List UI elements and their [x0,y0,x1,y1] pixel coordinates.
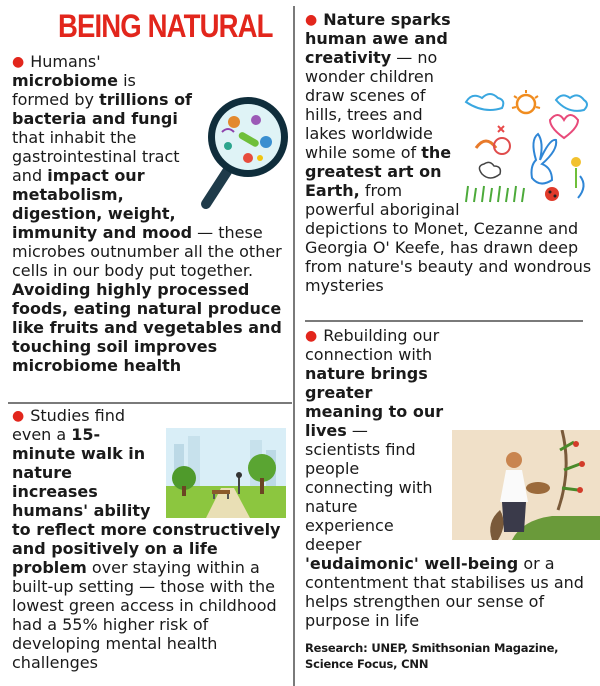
bullet-icon: ● [12,408,25,424]
text: or a contentment that stabilises us and helps strengthen our sense of purpose in life [305,554,584,630]
text: is formed by [12,71,136,109]
section-microbiome [12,52,284,375]
bold-text: trillions of bacteria and fungi [12,90,193,128]
bold-text: impact our metabolism, digestion, weight, immunity and mood [12,166,193,242]
source-line: Science Focus, CNN [305,657,429,671]
text: Rebuilding our connection with [305,326,440,364]
bullet-icon: ● [12,54,25,70]
magnifier-microbes-icon [198,92,290,212]
text: — no wonder children draw scenes of hills, trees and lakes worldwide while some of [305,48,438,162]
section-awe-creativity [305,10,592,295]
bold-text: Nature sparks human awe and creativity [305,10,451,67]
childrens-drawings-illustration [462,90,598,218]
section-walk-in-nature [12,406,284,672]
text: Studies find even a [12,406,126,444]
text: that inhabit the gastrointestinal tract and [12,128,180,185]
bold-text: nature brings greater meaning to our lives [305,364,444,440]
woman-gardening-illustration [452,430,600,540]
text: Humans' [30,52,101,71]
bold-text: the greatest art on Earth, [305,143,452,200]
source-line: Research: UNEP, Smithsonian Magazine, [305,641,559,655]
text: over staying within a built-up setting — those with the lowest green access in childhood had a 55% higher risk of developing mental health challenges [12,558,277,672]
section-meaning [305,326,592,630]
text: — scientists find people connecting with nature experience deeper [305,421,433,554]
bullet-icon: ● [305,12,318,28]
bullet-icon: ● [305,328,318,344]
bold-text: 'eudaimonic' well-being [305,554,519,573]
column-divider [293,6,295,686]
text: from powerful aboriginal depictions to Monet, Cezanne and Georgia O' Keefe, has drawn deep from nature's beauty and wondrous mysteries [305,181,592,295]
bold-text: Avoiding highly processed foods, eating natural produce like fruits and vegetables and touching soil improves microbiome health [12,280,282,375]
separator [8,402,292,404]
separator [305,320,583,322]
page-title: BEING NATURAL [58,8,273,44]
bold-text: 15-minute walk in nature increases humans' ability to reflect more constructively and positively on a life problem [12,425,281,577]
bold-text: microbiome [12,71,118,90]
park-illustration [166,428,286,518]
text: — these microbes outnumber all the other cells in our body put together. [12,223,282,280]
source-credit [305,640,558,672]
